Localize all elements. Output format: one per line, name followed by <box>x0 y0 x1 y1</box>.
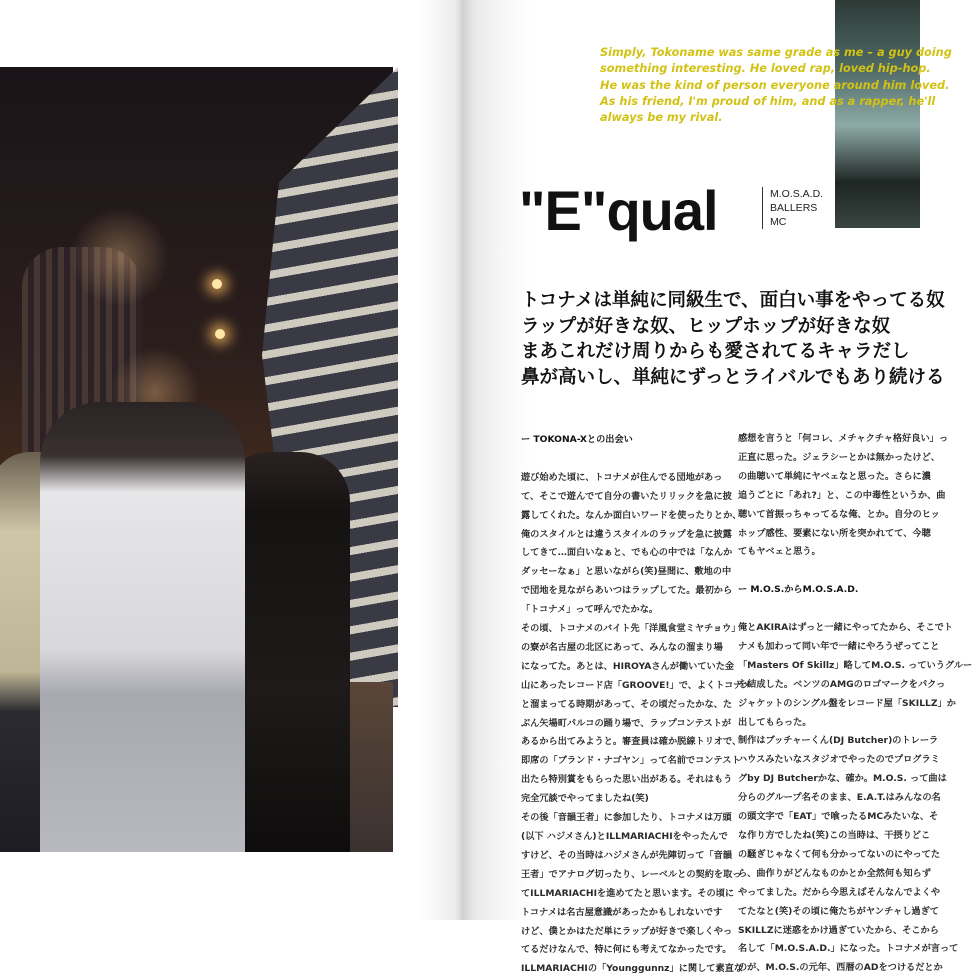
body-line: ナメも加わって同い年で一緒にやろうぜってこと <box>738 640 940 652</box>
body-line: 出たら特別賞をもらった思い出がある。それはもう <box>521 774 733 786</box>
body-line: になってた。あとは、HIROYAさんが働いていた金 <box>521 660 735 672</box>
quote-line: always be my rival. <box>600 111 723 125</box>
role-label: M.O.S.A.D. <box>770 188 824 200</box>
headline-line: まあこれだけ周りからも愛されてるキャラだし <box>521 341 910 362</box>
body-line: すけど、その当時はハジメさんが先陣切って「音韻 <box>521 849 733 861</box>
body-line: (以下 ハジメさん)とILLMARIACHIをやったんで <box>521 831 728 843</box>
body-line: てたなと(笑)その頃に俺たちがヤンチャし過ぎて <box>738 905 939 917</box>
headline-line: 鼻が高いし、単純にずっとライバルでもあり続ける <box>521 366 945 388</box>
body-line: で団地を見ながらあいつはラップしてた。最初から <box>521 585 733 597</box>
artist-roles <box>762 187 823 229</box>
body-line: 俺とAKIRAはずっと一緒にやってたから、そこでト <box>738 622 953 634</box>
body-line: を結成した。ベンツのAMGのロゴマークをパクっ <box>738 678 946 690</box>
body-line: 聴いて首振っちゃってるな俺、とか。自分のヒッ <box>738 508 940 520</box>
body-line: てもヤベェと思う。 <box>738 546 821 558</box>
body-line: てILLMARIACHIを進めてたと思います。その頃に <box>521 887 735 899</box>
quote-line: As his friend, I'm proud of him, and as a rapper, he'll <box>600 94 936 108</box>
headline-line: ラップが好きな奴、ヒップホップが好きな奴 <box>521 315 891 337</box>
body-line: 即席の「ブランド・ナゴヤン」って名前でコンテスト <box>521 755 741 767</box>
body-line: 制作はブッチャーくん(DJ Butcher)のトレーラ <box>738 735 939 747</box>
body-line: と溜まってる時期があって、その頃だったかな、た <box>521 698 733 710</box>
quote-line: something interesting. He loved rap, loved hip-hop. <box>600 62 931 76</box>
body-line: な作り方でしたね(笑)この当時は、干摂りどこ <box>738 830 931 841</box>
body-line: ホップ感性、要素にない所を突かれてて、今聴 <box>738 527 931 539</box>
body-line: 出してもらった。 <box>738 716 812 728</box>
street-light <box>215 329 225 339</box>
body-line: の曲聴いて単純にヤベェなと思った。さらに濃 <box>738 470 931 482</box>
body-line: ぶん矢場町パルコの踊り場で、ラップコンテストが <box>521 717 732 729</box>
body-line: 感想を言うと「何コレ、メチャクチャ格好良い」っ <box>738 433 949 444</box>
body-line: 完全冗談でやってましたね(笑) <box>521 793 649 805</box>
body-line: ハウスみたいなスタジオでやったのでプログラミ <box>738 754 940 766</box>
body-line: の頭文字で「EAT」で喰ったるMCみたいな、そ <box>738 811 939 823</box>
body-line: グby DJ Butcherかな、確か。M.O.S. って曲は <box>738 773 947 785</box>
body-line: トコナメは名古屋意識があったかもしれないです <box>521 906 723 918</box>
body-column-2 <box>738 430 972 978</box>
body-line: ジャケットのシングル盤をレコード屋「SKILLZ」か <box>738 697 956 709</box>
body-line: 王者」でアナログ切ったり、レーベルとの契約を取っ <box>521 868 742 880</box>
role-label: MC <box>770 216 787 228</box>
body-line: 正直に思った。ジェラシーとかは無かったけど、 <box>738 451 940 463</box>
body-column-1 <box>521 431 752 979</box>
headline-line: トコナメは単純に同級生で、面白い事をやってる奴 <box>521 290 945 311</box>
body-line: ら、曲作りがどんなものかとか全然何も知らず <box>738 867 931 879</box>
body-line: その頃、トコナメのバイト先「洋風食堂ミヤチョウ」 <box>521 623 741 635</box>
quote-line: He was the kind of person everyone around him loved. <box>600 78 950 92</box>
body-line: てるだけなんで、特に何にも考えてなかったです。 <box>521 944 732 956</box>
section-heading: ー M.O.S.からM.O.S.A.D. <box>738 584 859 596</box>
person-center <box>40 402 245 852</box>
body-line: その後「音韻王者」に参加したり、トコナメは万頭 <box>521 812 732 824</box>
quote-line: Simply, Tokoname was same grade as me – a guy doing <box>600 46 952 59</box>
body-line: SKILLZに迷惑をかけ過ぎていたから、そこから <box>738 924 939 936</box>
body-line: 分らのグループ名そのまま、E.A.T.はみんなの名 <box>738 792 941 804</box>
body-line: 名して「M.O.S.A.D.」になった。トコナメが言って <box>738 943 959 955</box>
body-line: 露してくれた。なんか面白いワードを使ったりとか、 <box>521 509 742 521</box>
group-photo-night-city <box>0 67 393 852</box>
body-line: ILLMARIACHIの「Younggunnz」に関して素直な <box>521 963 744 975</box>
body-line: ダッセーなぁ」と思いながら(笑)昼間に、敷地の中 <box>521 566 732 578</box>
role-label: BALLERS <box>770 202 818 214</box>
section-heading: ー TOKONA-Xとの出会い <box>521 434 633 445</box>
body-line: やってました。だから今思えばそんなんでよくや <box>738 886 941 898</box>
body-line: けど、僕とかはただ単にラップが好きで楽しくやっ <box>521 925 733 937</box>
body-line: 追うごとに「あれ?」と、この中毒性というか、曲 <box>738 489 946 501</box>
artist-name: "E"qual <box>519 179 718 242</box>
body-line: 俺のスタイルとは違うスタイルのラップを急に披露 <box>521 528 732 540</box>
body-line: 「Masters Of Skillz」略してM.O.S. っていうグルー <box>738 659 972 671</box>
body-line: 遊び始めた頃に、トコナメが住んでる団地があっ <box>521 471 723 483</box>
japanese-headline <box>521 288 945 390</box>
body-line: て、そこで遊んでて自分の書いたリリックを急に披 <box>521 490 732 502</box>
body-line: 「トコナメ」って呼んでたかな。 <box>521 604 659 616</box>
body-line: 山にあったレコード店「GROOVE!」で、よくトコナメ <box>521 679 752 691</box>
body-line: してきて…面白いなぁと、でも心の中では「なんか <box>521 547 733 559</box>
body-line: の騒ぎじゃなくて何も分かってないのにやってた <box>738 848 941 860</box>
body-line: のが、M.O.S.の元年、西暦のADをつけるだとか <box>738 962 943 974</box>
street-light <box>212 279 222 289</box>
body-line: あるから出てみようと。審査員は確か脱線トリオで、 <box>521 736 742 748</box>
body-line: の寮が名古屋の北区にあって、みんなの溜まり場 <box>521 641 723 653</box>
lens-flare <box>70 207 170 307</box>
english-pull-quote <box>600 45 952 126</box>
